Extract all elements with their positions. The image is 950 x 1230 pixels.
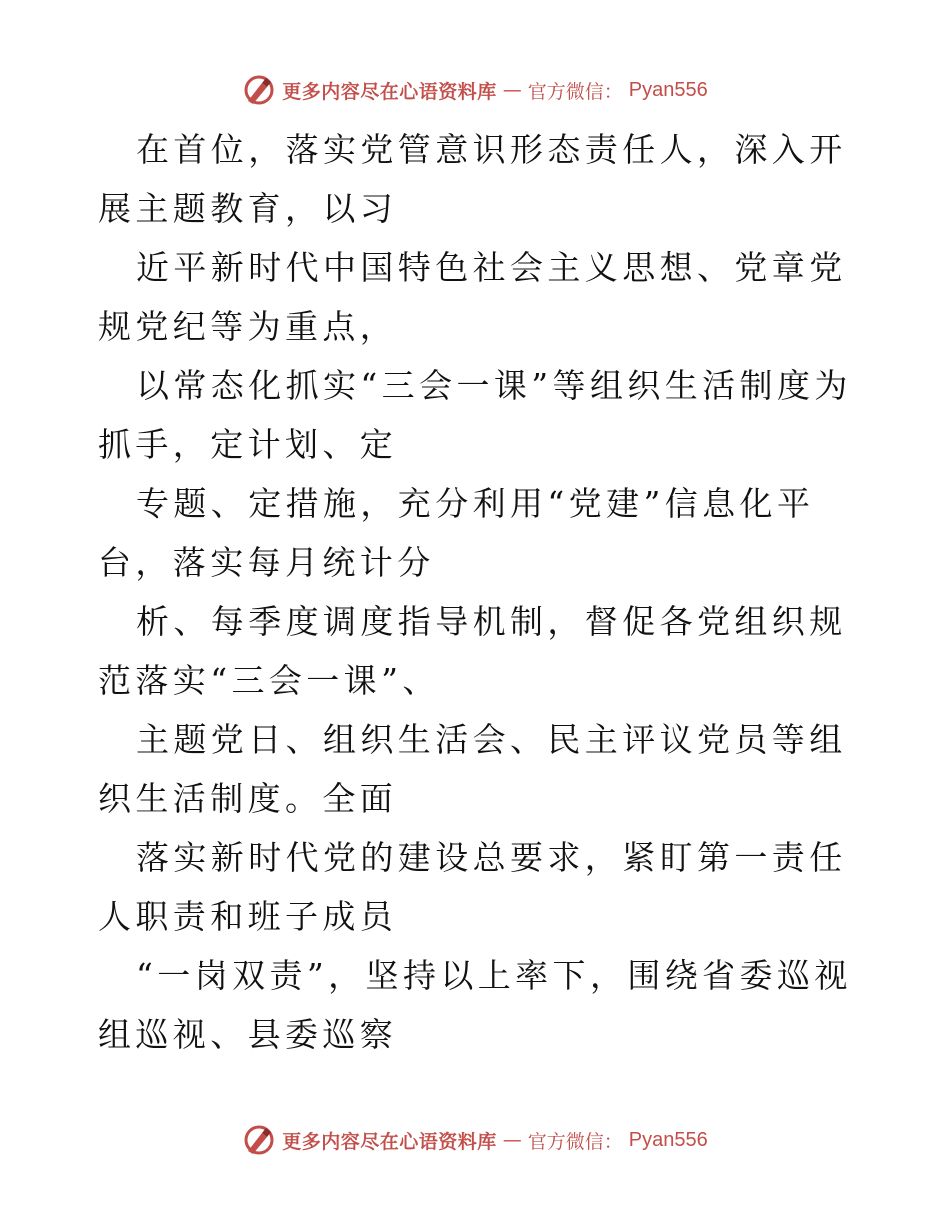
header-watermark	[0, 70, 950, 110]
footer-watermark	[0, 1120, 950, 1160]
paragraph: 主题党日、组织生活会、民主评议党员等组织生活制度。全面	[98, 720, 847, 818]
watermark-label: 官方微信：	[527, 1130, 623, 1153]
paragraph: 近平新时代中国特色社会主义思想、党章党规党纪等为重点，	[98, 248, 847, 346]
watermark-text: 更多内容尽在心语资料库	[282, 80, 497, 103]
paragraph: “一岗双责”，坚持以上率下，围绕省委巡视组巡视、县委巡察	[98, 956, 852, 1054]
watermark-label: 官方微信：	[527, 80, 623, 103]
paragraph: 专题、定措施，充分利用“党建”信息化平台，落实每月统计分	[98, 484, 815, 582]
paragraph: 析、每季度调度指导机制，督促各党组织规范落实“三会一课”、	[98, 602, 847, 700]
paragraph: 以常态化抓实“三会一课”等组织生活制度为抓手，定计划、定	[98, 366, 852, 464]
watermark-dash: —	[502, 1129, 522, 1151]
document-body	[98, 120, 858, 1064]
pen-logo-icon	[242, 1123, 276, 1157]
watermark-text: 更多内容尽在心语资料库	[282, 1130, 497, 1153]
pen-logo-icon	[242, 73, 276, 107]
paragraph: 在首位，落实党管意识形态责任人，深入开展主题教育，以习	[98, 130, 847, 228]
watermark-dash: —	[502, 79, 522, 101]
paragraph: 落实新时代党的建设总要求，紧盯第一责任人职责和班子成员	[98, 838, 847, 936]
watermark-wechat-id: Pyan556	[628, 1128, 708, 1151]
watermark-wechat-id: Pyan556	[628, 78, 708, 101]
